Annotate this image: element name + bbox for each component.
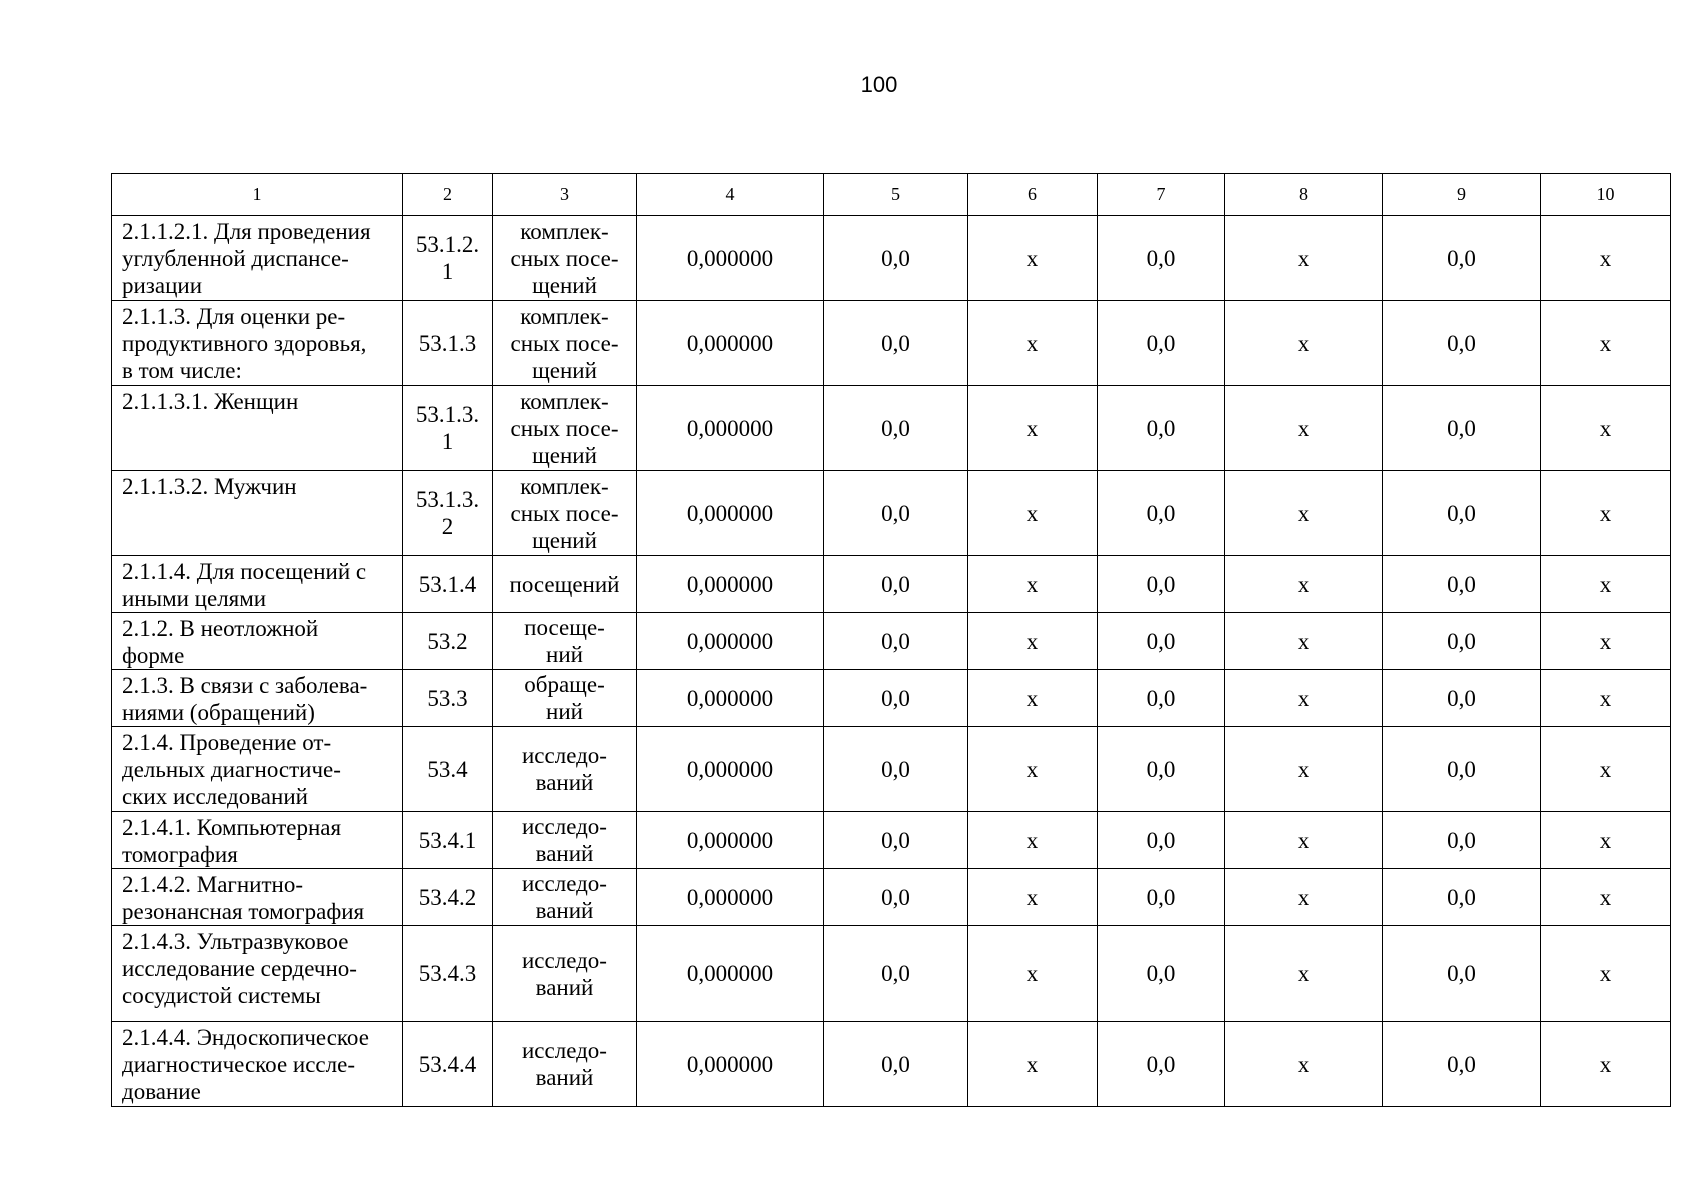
- row-value-cell: х: [1541, 216, 1671, 301]
- row-code-cell: [403, 471, 493, 556]
- row-code-cell: [403, 556, 493, 613]
- row-name: 2.1.4.3. Ультразвуковое исследование сердечно- сосудистой системы: [122, 929, 357, 1008]
- row-name-cell: [112, 727, 403, 812]
- row-value-cell: 0,0: [1098, 471, 1225, 556]
- row-value-cell: 0,000000: [637, 869, 824, 926]
- row-value-cell: 0,0: [1383, 471, 1541, 556]
- row-value-cell: х: [968, 471, 1098, 556]
- row-name-cell: [112, 1022, 403, 1107]
- table-row: [112, 613, 1671, 670]
- row-value-cell: х: [1541, 1022, 1671, 1107]
- row-value-cell: 0,0: [1383, 216, 1541, 301]
- page-number: 100: [860, 72, 898, 97]
- row-name: 2.1.1.3.2. Мужчин: [122, 474, 297, 499]
- row-unit: исследо- ваний: [522, 814, 607, 866]
- row-unit: комплек- сных посе- щений: [510, 473, 619, 553]
- row-value-cell: 0,0: [1098, 869, 1225, 926]
- column-header: 3: [493, 174, 637, 216]
- row-unit: комплек- сных посе- щений: [510, 388, 619, 468]
- row-unit-cell: [493, 216, 637, 301]
- row-unit: исследо- ваний: [522, 743, 607, 795]
- row-value-cell: х: [1225, 556, 1383, 613]
- row-value-cell: 0,000000: [637, 812, 824, 869]
- row-code: 53.2: [427, 628, 468, 654]
- row-value-cell: 0,0: [824, 613, 968, 670]
- row-value-cell: 0,0: [1098, 301, 1225, 386]
- row-name: 2.1.3. В связи с заболева- ниями (обращений): [122, 673, 368, 725]
- row-code-cell: [403, 812, 493, 869]
- row-name: 2.1.1.2.1. Для проведения углубленной диспансе- ризации: [122, 219, 371, 298]
- row-code-cell: [403, 216, 493, 301]
- row-value-cell: 0,0: [1098, 216, 1225, 301]
- row-value-cell: 0,0: [1383, 670, 1541, 727]
- row-value-cell: 0,000000: [637, 471, 824, 556]
- row-code-cell: [403, 301, 493, 386]
- row-value-cell: х: [1225, 1022, 1383, 1107]
- table-row: [112, 471, 1671, 556]
- row-value-cell: 0,0: [1098, 556, 1225, 613]
- row-value-cell: х: [1225, 869, 1383, 926]
- column-header: 7: [1098, 174, 1225, 216]
- row-value-cell: х: [1541, 670, 1671, 727]
- row-value-cell: х: [1541, 386, 1671, 471]
- row-code: 53.4.3: [418, 961, 477, 986]
- table-row: [112, 926, 1671, 1022]
- row-value-cell: х: [1225, 216, 1383, 301]
- column-header: 1: [112, 174, 403, 216]
- row-value-cell: 0,0: [1383, 869, 1541, 926]
- column-header: 10: [1541, 174, 1671, 216]
- row-name-cell: [112, 812, 403, 869]
- row-unit: посещений: [509, 571, 620, 597]
- row-name: 2.1.4.1. Компьютерная томография: [122, 815, 342, 867]
- row-value-cell: 0,0: [824, 556, 968, 613]
- row-value-cell: 0,000000: [637, 1022, 824, 1107]
- row-value-cell: 0,0: [824, 1022, 968, 1107]
- row-value-cell: х: [968, 727, 1098, 812]
- row-value-cell: 0,0: [824, 386, 968, 471]
- row-value-cell: х: [1541, 471, 1671, 556]
- column-header: 5: [824, 174, 968, 216]
- table-row: [112, 216, 1671, 301]
- row-value-cell: х: [1541, 556, 1671, 613]
- row-code-cell: [403, 926, 493, 1022]
- row-value-cell: х: [1225, 926, 1383, 1022]
- row-value-cell: 0,0: [1098, 670, 1225, 727]
- row-code: 53.1.3: [418, 330, 477, 356]
- row-value-cell: 0,000000: [637, 386, 824, 471]
- row-code-cell: [403, 1022, 493, 1107]
- row-code: 53.1.2. 1: [415, 232, 480, 284]
- row-unit-cell: [493, 926, 637, 1022]
- row-code-cell: [403, 670, 493, 727]
- row-value-cell: 0,0: [1383, 812, 1541, 869]
- row-value-cell: х: [968, 926, 1098, 1022]
- row-name: 2.1.2. В неотложной форме: [122, 616, 319, 668]
- table-row: [112, 386, 1671, 471]
- row-value-cell: х: [968, 670, 1098, 727]
- row-value-cell: 0,0: [1383, 1022, 1541, 1107]
- row-code: 53.4.4: [418, 1051, 477, 1077]
- row-value-cell: х: [968, 556, 1098, 613]
- row-value-cell: 0,0: [1098, 727, 1225, 812]
- row-value-cell: х: [968, 812, 1098, 869]
- row-value-cell: 0,000000: [637, 556, 824, 613]
- header-row: [112, 174, 1671, 216]
- row-unit-cell: [493, 613, 637, 670]
- row-value-cell: 0,0: [1383, 727, 1541, 812]
- column-header: 4: [637, 174, 824, 216]
- row-unit-cell: [493, 386, 637, 471]
- row-value-cell: х: [1225, 386, 1383, 471]
- row-unit: комплек- сных посе- щений: [510, 303, 619, 383]
- table-row: [112, 556, 1671, 613]
- row-value-cell: 0,0: [824, 301, 968, 386]
- row-value-cell: 0,000000: [637, 613, 824, 670]
- row-value-cell: х: [1541, 727, 1671, 812]
- row-value-cell: х: [1225, 613, 1383, 670]
- row-value-cell: х: [1225, 670, 1383, 727]
- row-value-cell: 0,0: [1383, 926, 1541, 1022]
- row-value-cell: 0,000000: [637, 301, 824, 386]
- row-code-cell: [403, 613, 493, 670]
- column-header: 9: [1383, 174, 1541, 216]
- table-row: [112, 727, 1671, 812]
- row-value-cell: 0,000000: [637, 670, 824, 727]
- row-name-cell: [112, 556, 403, 613]
- row-unit-cell: [493, 556, 637, 613]
- row-value-cell: х: [1541, 926, 1671, 1022]
- row-value-cell: х: [1541, 613, 1671, 670]
- row-code-cell: [403, 727, 493, 812]
- column-header: 2: [403, 174, 493, 216]
- row-name-cell: [112, 869, 403, 926]
- table-row: [112, 1022, 1671, 1107]
- row-value-cell: 0,0: [1098, 386, 1225, 471]
- row-unit: посеще- ний: [524, 615, 605, 667]
- row-name: 2.1.1.3.1. Женщин: [122, 389, 299, 414]
- row-value-cell: х: [1225, 727, 1383, 812]
- row-value-cell: 0,0: [1098, 812, 1225, 869]
- row-value-cell: 0,000000: [637, 727, 824, 812]
- row-value-cell: 0,0: [824, 727, 968, 812]
- row-value-cell: х: [1225, 471, 1383, 556]
- row-value-cell: х: [968, 216, 1098, 301]
- row-value-cell: 0,0: [824, 471, 968, 556]
- row-unit-cell: [493, 869, 637, 926]
- column-header: 6: [968, 174, 1098, 216]
- row-value-cell: 0,0: [824, 869, 968, 926]
- row-code: 53.1.3. 2: [415, 487, 480, 539]
- row-code: 53.4: [427, 756, 468, 782]
- row-unit-cell: [493, 670, 637, 727]
- row-code: 53.1.3. 1: [415, 402, 480, 454]
- data-table: [111, 173, 1671, 1107]
- row-value-cell: 0,0: [1383, 386, 1541, 471]
- table-row: [112, 670, 1671, 727]
- row-code-cell: [403, 869, 493, 926]
- row-value-cell: 0,0: [1383, 613, 1541, 670]
- row-value-cell: х: [968, 386, 1098, 471]
- row-unit-cell: [493, 812, 637, 869]
- row-value-cell: 0,0: [1098, 1022, 1225, 1107]
- row-value-cell: х: [968, 1022, 1098, 1107]
- row-code: 53.3: [427, 685, 468, 711]
- row-code: 53.1.4: [418, 571, 477, 597]
- row-value-cell: х: [1225, 301, 1383, 386]
- row-value-cell: х: [1541, 301, 1671, 386]
- row-name: 2.1.1.3. Для оценки ре- продуктивного здоровья, в том числе:: [122, 304, 367, 383]
- row-unit-cell: [493, 727, 637, 812]
- row-name-cell: [112, 471, 403, 556]
- row-name-cell: [112, 386, 403, 471]
- row-value-cell: х: [1541, 812, 1671, 869]
- row-value-cell: 0,0: [1383, 556, 1541, 613]
- row-unit: обраще- ний: [524, 672, 605, 724]
- row-value-cell: 0,000000: [637, 216, 824, 301]
- row-value-cell: 0,0: [1098, 926, 1225, 1022]
- row-name: 2.1.4.4. Эндоскопическое диагностическое иссле- дование: [122, 1025, 369, 1104]
- row-value-cell: х: [968, 869, 1098, 926]
- column-header: 8: [1225, 174, 1383, 216]
- row-unit: комплек- сных посе- щений: [510, 218, 619, 298]
- row-unit: исследо- ваний: [522, 871, 607, 923]
- row-name-cell: [112, 926, 403, 1022]
- row-value-cell: 0,0: [824, 216, 968, 301]
- row-name: 2.1.1.4. Для посещений с иными целями: [122, 559, 367, 611]
- row-value-cell: 0,000000: [637, 926, 824, 1022]
- row-unit-cell: [493, 471, 637, 556]
- row-name: 2.1.4. Проведение от- дельных диагностиче- ских исследований: [122, 730, 341, 809]
- row-unit-cell: [493, 1022, 637, 1107]
- table-row: [112, 301, 1671, 386]
- row-value-cell: 0,0: [824, 670, 968, 727]
- row-name-cell: [112, 216, 403, 301]
- row-name-cell: [112, 670, 403, 727]
- row-value-cell: 0,0: [1098, 613, 1225, 670]
- row-unit-cell: [493, 301, 637, 386]
- row-code: 53.4.1: [418, 827, 477, 853]
- row-code-cell: [403, 386, 493, 471]
- row-value-cell: х: [968, 301, 1098, 386]
- row-value-cell: 0,0: [824, 812, 968, 869]
- row-code: 53.4.2: [418, 884, 477, 910]
- row-value-cell: 0,0: [1383, 301, 1541, 386]
- row-unit: исследо- ваний: [522, 1038, 607, 1090]
- table-row: [112, 869, 1671, 926]
- row-value-cell: х: [1225, 812, 1383, 869]
- row-name-cell: [112, 301, 403, 386]
- row-value-cell: х: [1541, 869, 1671, 926]
- table-body: [112, 216, 1671, 1107]
- row-value-cell: 0,0: [824, 926, 968, 1022]
- table-row: [112, 812, 1671, 869]
- row-name-cell: [112, 613, 403, 670]
- row-name: 2.1.4.2. Магнитно- резонансная томография: [122, 872, 365, 924]
- row-unit: исследо- ваний: [522, 947, 607, 1000]
- row-value-cell: х: [968, 613, 1098, 670]
- table-header: [112, 174, 1671, 216]
